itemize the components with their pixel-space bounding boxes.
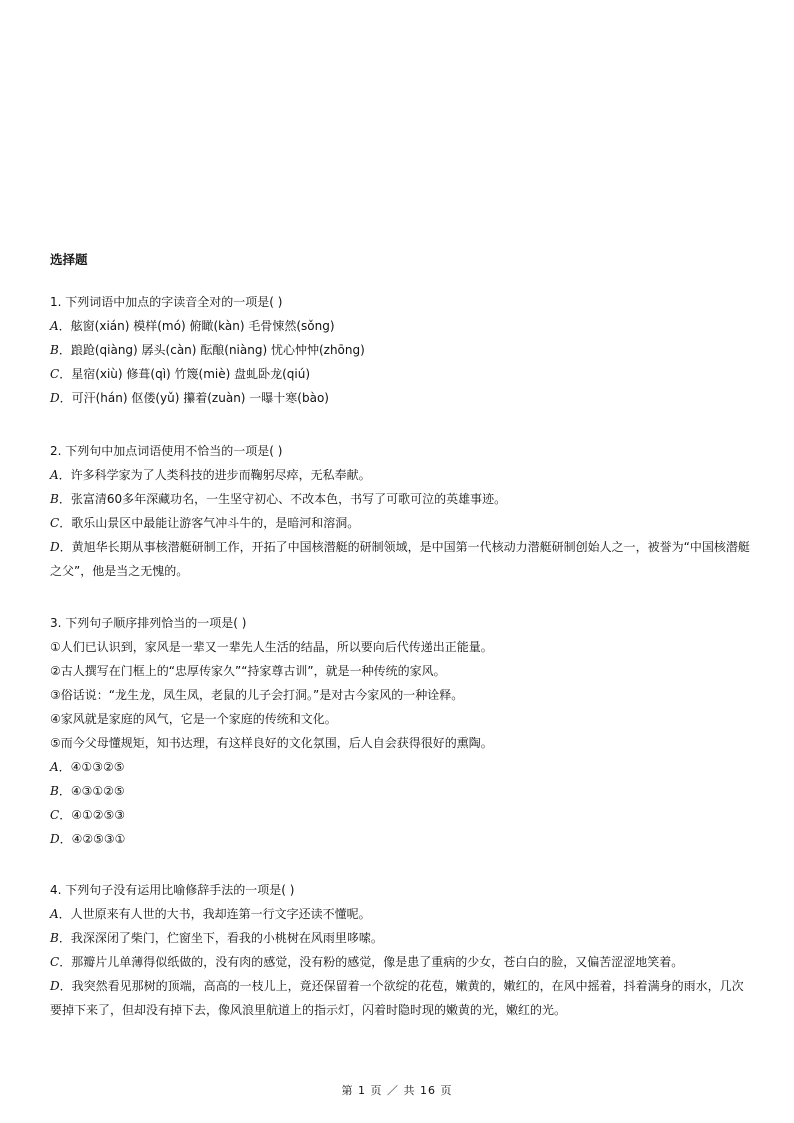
option-text: ．我深深闭了柴门，伫窗坐下，看我的小桃树在风雨里哆嗦。 [58,931,383,945]
option-c [50,950,750,974]
option-letter: D [50,391,60,405]
option-text: ．可汗(hán) 伛偻(yǔ) 攥着(zuàn) 一曝十寒(bào) [59,391,329,405]
option-letter: D [50,979,60,993]
section-title: 选择题 [50,252,88,267]
option-text: ．④③①②⑤ [58,784,125,798]
option-text: ．人世原来有人世的大书，我却连第一行文字还读不懂呢。 [58,907,371,921]
question-stem: 3. 下列句子顺序排列恰当的一项是( ) [50,616,247,630]
option-letter: D [50,540,60,554]
option-b [50,926,750,950]
question-4 [50,878,750,1022]
option-b [50,487,750,511]
question-3 [50,611,750,851]
option-d [50,827,750,851]
option-letter: C [50,808,60,822]
option-a [50,902,750,926]
option-text: ．星宿(xiù) 修葺(qì) 竹篾(miè) 盘虬卧龙(qiú) [59,367,311,381]
option-letter: B [50,492,59,506]
option-letter: A [50,319,59,333]
option-a [50,463,750,487]
option-text: ．那瓣片儿单薄得似纸做的，没有肉的感觉，没有粉的感觉，像是患了重病的少女，苍白白的脸，又偏苦涩涩地笑着。 [59,955,684,969]
option-letter: C [50,516,60,530]
option-a [50,755,750,779]
option-letter: B [50,931,59,945]
question-2 [50,439,750,583]
option-text: ．④②⑤③① [59,832,126,846]
option-letter: A [50,468,59,482]
option-d [50,386,750,410]
option-text: ．黄旭华长期从事核潜艇研制工作，开拓了中国核潜艇的研制领域，是中国第一代核动力潜艇研制创始人之一，被誉为“中国核潜艇之父”，他是当之无愧的。 [50,540,750,578]
option-text: ．④①②⑤③ [59,808,125,822]
page-footer: 第 1 页 ／ 共 16 页 [341,1084,453,1097]
option-letter: D [50,832,60,846]
option-text: ．舷窗(xián) 模样(mó) 俯瞰(kàn) 毛骨悚然(sǒng) [58,319,335,333]
option-letter: C [50,367,60,381]
question-stem: 4. 下列句子没有运用比喻修辞手法的一项是( ) [50,883,295,897]
option-b [50,779,750,803]
sentence-4: ④家风就是家庭的风气，它是一个家庭的传统和文化。 [50,712,337,726]
question-stem: 2. 下列句中加点词语使用不恰当的一项是( ) [50,444,283,458]
option-text: ．我突然看见那树的顶端，高高的一枝儿上，竟还保留着一个欲绽的花苞，嫩黄的，嫩红的，在风中摇着，抖着满身的雨水，几次要掉下来了，但却没有掉下去，像风浪里航道上的指示灯，闪着时隐时现的嫩黄的光，嫩红的光。 [50,979,744,1017]
option-c [50,362,750,386]
sentence-3: ③俗话说：“龙生龙，凤生凤，老鼠的儿子会打洞。”是对古今家风的一种诠释。 [50,688,464,702]
sentence-1: ①人们已认识到，家风是一辈又一辈先人生活的结晶，所以要向后代传递出正能量。 [50,640,493,654]
question-stem: 1. 下列词语中加点的字读音全对的一项是( ) [50,295,283,309]
option-text: ．许多科学家为了人类科技的进步而鞠躬尽瘁，无私奉献。 [58,468,371,482]
option-letter: B [50,784,59,798]
option-text: ．踉跄(qiàng) 孱头(càn) 酝酿(niàng) 忧心忡忡(zhōng) [58,343,365,357]
option-d [50,974,750,1022]
option-c [50,803,750,827]
option-letter: A [50,760,59,774]
option-letter: A [50,907,59,921]
question-1 [50,290,750,410]
option-a [50,314,750,338]
option-text: ．④①③②⑤ [58,760,125,774]
option-d [50,535,750,583]
option-b [50,338,750,362]
sentence-2: ②古人撰写在门框上的“忠厚传家久”“持家尊古训”，就是一种传统的家风。 [50,664,446,678]
option-text: ．张富清60多年深藏功名，一生坚守初心、不改本色，书写了可歌可泣的英雄事迹。 [58,492,507,506]
sentence-5: ⑤而今父母懂规矩，知书达理，有这样良好的文化氛围，后人自会获得很好的熏陶。 [50,736,493,750]
option-text: ．歌乐山景区中最能让游客气冲斗牛的，是暗河和溶洞。 [59,516,360,530]
option-letter: C [50,955,60,969]
option-letter: B [50,343,59,357]
option-c [50,511,750,535]
